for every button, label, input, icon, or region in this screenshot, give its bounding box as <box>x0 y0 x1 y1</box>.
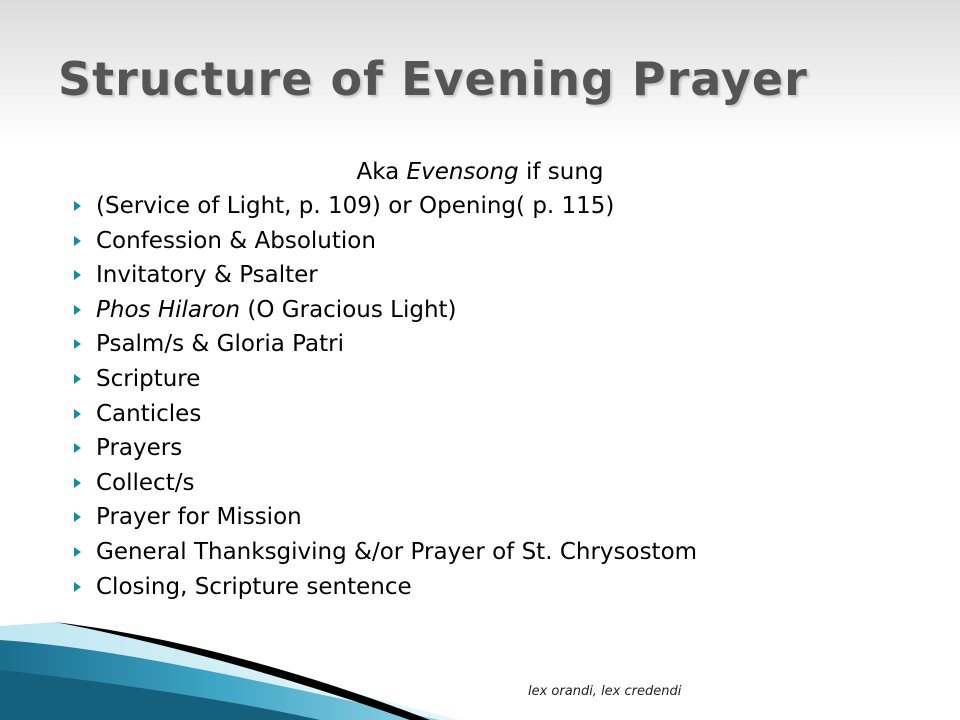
arrow-bullet-icon <box>74 201 81 211</box>
arrow-bullet-icon <box>74 339 81 349</box>
subtitle-italic: Evensong <box>406 159 519 185</box>
arrow-bullet-icon <box>74 582 81 592</box>
arrow-bullet-icon <box>74 270 81 280</box>
list-item <box>74 327 697 362</box>
bullet-list <box>74 189 697 604</box>
item-text: Confession & Absolution <box>96 227 376 254</box>
arrow-bullet-icon <box>74 547 81 557</box>
list-item <box>74 397 697 432</box>
item-text: Collect/s <box>96 469 195 496</box>
list-item <box>74 535 697 570</box>
arrow-bullet-icon <box>74 305 81 315</box>
item-text: Psalm/s & Gloria Patri <box>96 331 344 358</box>
item-text: Canticles <box>96 400 202 427</box>
arrow-bullet-icon <box>74 374 81 384</box>
item-italic: Phos Hilaron <box>96 296 241 323</box>
item-text: Prayers <box>96 435 183 462</box>
arrow-bullet-icon <box>74 236 81 246</box>
item-text: Scripture <box>96 365 201 392</box>
item-text: (Service of Light, p. 109) or Opening( p. 115) <box>96 193 615 219</box>
subtitle-suffix: if sung <box>518 159 604 185</box>
item-text: Closing, Scripture sentence <box>96 573 412 600</box>
list-item <box>74 362 697 397</box>
wave-decoration <box>0 600 460 720</box>
list-item <box>74 466 697 501</box>
footer-text: lex orandi, lex credendi <box>528 684 682 699</box>
item-text: Invitatory & Psalter <box>96 262 318 289</box>
list-item <box>74 500 697 535</box>
list-item <box>74 258 697 293</box>
list-item <box>74 189 697 224</box>
arrow-bullet-icon <box>74 512 81 522</box>
list-item <box>74 224 697 259</box>
subtitle <box>0 155 960 189</box>
list-item <box>74 570 697 605</box>
item-text: Prayer for Mission <box>96 504 302 531</box>
arrow-bullet-icon <box>74 409 81 419</box>
arrow-bullet-icon <box>74 478 81 488</box>
list-item <box>74 431 697 466</box>
item-text: (O Gracious Light) <box>240 296 457 323</box>
item-text: General Thanksgiving &/or Prayer of St. Chrysostom <box>96 538 698 565</box>
list-item <box>74 293 697 328</box>
slide-title: Structure of Evening Prayer <box>58 52 808 106</box>
arrow-bullet-icon <box>74 443 81 453</box>
subtitle-prefix: Aka <box>356 159 407 185</box>
